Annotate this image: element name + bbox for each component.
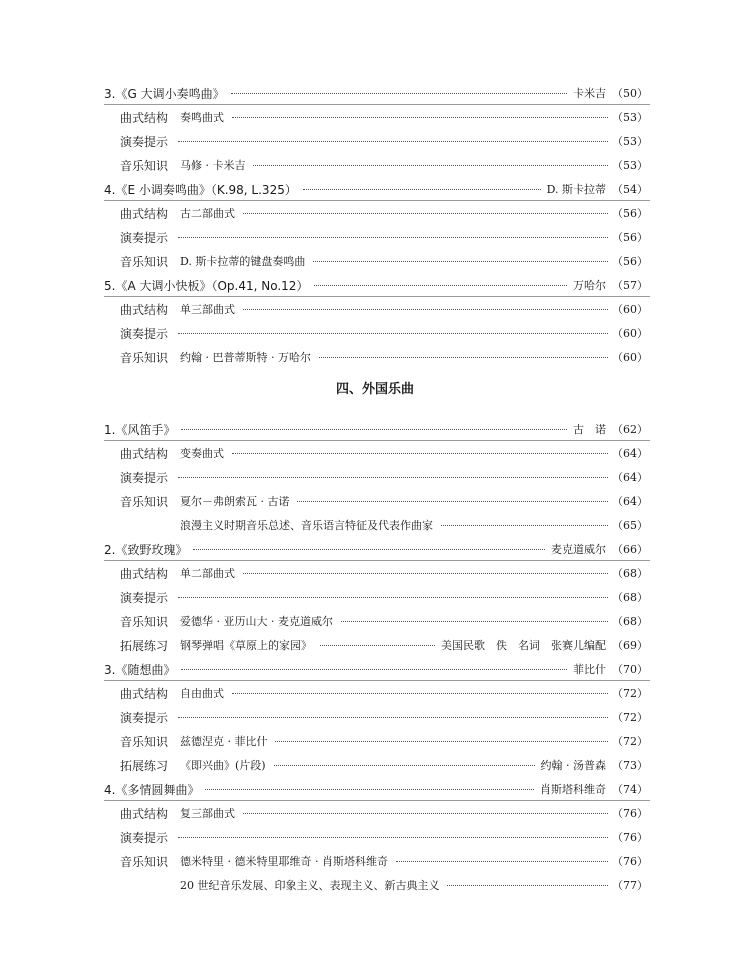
page-number: （70）	[612, 663, 648, 676]
entry-title: 2.《致野玫瑰》	[104, 543, 188, 557]
toc-subentry[interactable]	[0, 130, 750, 154]
page-number: （62）	[612, 423, 648, 436]
toc-entry[interactable]	[0, 82, 750, 106]
dot-leader	[314, 285, 567, 286]
dot-leader	[232, 693, 608, 694]
entry-category: 演奏提示	[120, 471, 169, 485]
page-number: （68）	[612, 615, 648, 628]
page-number: （72）	[612, 735, 648, 748]
page-number: （56）	[612, 207, 648, 220]
dot-leader	[441, 525, 608, 526]
page-number: （54）	[612, 183, 648, 196]
entry-description: 变奏曲式	[180, 447, 224, 460]
dot-leader	[243, 309, 608, 310]
page-number: （77）	[612, 879, 648, 892]
page-number: （76）	[612, 807, 648, 820]
toc-subentry[interactable]	[0, 346, 750, 370]
entry-divider	[104, 296, 650, 297]
dot-leader	[178, 333, 608, 334]
entry-description: 单二部曲式	[180, 567, 235, 580]
entry-category: 曲式结构	[120, 687, 169, 701]
dot-leader	[181, 429, 567, 430]
toc-entry[interactable]	[0, 274, 750, 298]
entry-title: 4.《多情圆舞曲》	[104, 783, 200, 797]
entry-category: 演奏提示	[120, 591, 169, 605]
dot-leader	[178, 597, 608, 598]
page-number: （64）	[612, 447, 648, 460]
entry-divider	[104, 104, 650, 105]
toc-subentry[interactable]	[0, 802, 750, 826]
entry-category: 演奏提示	[120, 135, 169, 149]
entry-category: 音乐知识	[120, 735, 169, 749]
toc-subentry[interactable]	[0, 514, 750, 538]
entry-description: 夏尔－弗朗索瓦 · 古诺	[180, 495, 290, 508]
entry-author: 美国民歌 佚 名词 张赛儿编配	[441, 639, 606, 652]
entry-description: 浪漫主义时期音乐总述、音乐语言特征及代表作曲家	[180, 519, 433, 532]
entry-description: 约翰 · 巴普蒂斯特 · 万哈尔	[180, 351, 311, 364]
dot-leader	[178, 237, 608, 238]
toc-entry[interactable]	[0, 778, 750, 802]
entry-category: 演奏提示	[120, 831, 169, 845]
dot-leader	[319, 357, 608, 358]
entry-divider	[104, 440, 650, 441]
entry-author: 卡米吉	[573, 87, 606, 100]
dot-leader	[274, 765, 535, 766]
dot-leader	[178, 837, 608, 838]
entry-category: 演奏提示	[120, 231, 169, 245]
page-number: （72）	[612, 687, 648, 700]
entry-description: 钢琴弹唱《草原上的家园》	[180, 639, 312, 652]
entry-title: 4.《E 小调奏鸣曲》（K.98, L.325）	[104, 183, 297, 197]
page-number: （72）	[612, 711, 648, 724]
toc-subentry[interactable]	[0, 250, 750, 274]
entry-description: 《即兴曲》(片段)	[180, 759, 266, 772]
toc-entry[interactable]	[0, 178, 750, 202]
entry-category: 曲式结构	[120, 567, 169, 581]
entry-category: 曲式结构	[120, 807, 169, 821]
dot-leader	[193, 549, 545, 550]
dot-leader	[243, 813, 608, 814]
page-number: （69）	[612, 639, 648, 652]
entry-description: 奏鸣曲式	[180, 111, 224, 124]
entry-category: 拓展练习	[120, 759, 169, 773]
entry-category: 曲式结构	[120, 447, 169, 461]
page-number: （76）	[612, 855, 648, 868]
dot-leader	[320, 645, 435, 646]
entry-title: 3.《随想曲》	[104, 663, 176, 677]
entry-category: 拓展练习	[120, 639, 169, 653]
toc-subentry[interactable]	[0, 466, 750, 490]
toc-subentry[interactable]	[0, 586, 750, 610]
dot-leader	[313, 261, 608, 262]
entry-author: 约翰 · 汤普森	[540, 759, 606, 772]
dot-leader	[231, 93, 567, 94]
dot-leader	[178, 717, 608, 718]
page-number: （60）	[612, 351, 648, 364]
dot-leader	[232, 117, 608, 118]
page-number: （53）	[612, 159, 648, 172]
page-number: （76）	[612, 831, 648, 844]
dot-leader	[178, 477, 608, 478]
page-number: （60）	[612, 303, 648, 316]
toc-subentry[interactable]	[0, 298, 750, 322]
dot-leader	[303, 189, 541, 190]
entry-category: 曲式结构	[120, 111, 169, 125]
dot-leader	[275, 741, 608, 742]
entry-category: 演奏提示	[120, 711, 169, 725]
section-title: 四、外国乐曲	[335, 382, 414, 397]
entry-description: 德米特里 · 德米特里耶维奇 · 肖斯塔科维奇	[180, 855, 388, 868]
entry-description: D. 斯卡拉蒂的键盘奏鸣曲	[180, 255, 306, 268]
entry-category: 音乐知识	[120, 255, 169, 269]
dot-leader	[341, 621, 608, 622]
toc-subentry[interactable]	[0, 682, 750, 706]
entry-description: 爱德华 · 亚历山大 · 麦克道威尔	[180, 615, 333, 628]
entry-divider	[104, 680, 650, 681]
page-number: （73）	[612, 759, 648, 772]
toc-subentry[interactable]	[0, 754, 750, 778]
dot-leader	[181, 669, 567, 670]
entry-description: 自由曲式	[180, 687, 224, 700]
entry-category: 曲式结构	[120, 303, 169, 317]
entry-description: 古二部曲式	[180, 207, 235, 220]
page-number: （66）	[612, 543, 648, 556]
entry-author: 古 诺	[573, 423, 606, 436]
entry-title: 1.《风笛手》	[104, 423, 176, 437]
entry-category: 音乐知识	[120, 351, 169, 365]
dot-leader	[396, 861, 608, 862]
page-number: （56）	[612, 255, 648, 268]
entry-author: 麦克道威尔	[551, 543, 606, 556]
page-number: （65）	[612, 519, 648, 532]
entry-author: 菲比什	[573, 663, 606, 676]
entry-category: 曲式结构	[120, 207, 169, 221]
toc-entry[interactable]	[0, 418, 750, 442]
toc-subentry[interactable]	[0, 610, 750, 634]
entry-category: 音乐知识	[120, 855, 169, 869]
entry-title: 5.《A 大调小快板》（Op.41, No.12）	[104, 279, 309, 293]
toc-subentry[interactable]	[0, 226, 750, 250]
page-number: （53）	[612, 111, 648, 124]
entry-description: 单三部曲式	[180, 303, 235, 316]
entry-category: 演奏提示	[120, 327, 169, 341]
page-number: （60）	[612, 327, 648, 340]
dot-leader	[447, 885, 608, 886]
dot-leader	[243, 213, 608, 214]
entry-author: D. 斯卡拉蒂	[546, 183, 606, 196]
dot-leader	[253, 165, 608, 166]
page-number: （64）	[612, 495, 648, 508]
dot-leader	[205, 789, 534, 790]
toc-entry[interactable]	[0, 538, 750, 562]
toc-subentry[interactable]	[0, 322, 750, 346]
page-number: （53）	[612, 135, 648, 148]
dot-leader	[243, 573, 608, 574]
dot-leader	[297, 501, 608, 502]
page-number: （68）	[612, 567, 648, 580]
entry-description: 兹德涅克 · 菲比什	[180, 735, 268, 748]
entry-author: 肖斯塔科维奇	[540, 783, 606, 796]
entry-divider	[104, 800, 650, 801]
entry-divider	[104, 560, 650, 561]
entry-title: 3.《G 大调小奏鸣曲》	[104, 87, 225, 101]
toc-subentry[interactable]	[0, 874, 750, 898]
page-number: （64）	[612, 471, 648, 484]
page-number: （50）	[612, 87, 648, 100]
entry-category: 音乐知识	[120, 615, 169, 629]
page-number: （57）	[612, 279, 648, 292]
toc-subentry[interactable]	[0, 706, 750, 730]
entry-category: 音乐知识	[120, 159, 169, 173]
entry-category: 音乐知识	[120, 495, 169, 509]
toc-subentry[interactable]	[0, 202, 750, 226]
toc-subentry[interactable]	[0, 562, 750, 586]
toc-subentry[interactable]	[0, 850, 750, 874]
toc-subentry[interactable]	[0, 826, 750, 850]
entry-author: 万哈尔	[573, 279, 606, 292]
toc-subentry[interactable]	[0, 490, 750, 514]
page-number: （74）	[612, 783, 648, 796]
entry-description: 复三部曲式	[180, 807, 235, 820]
dot-leader	[178, 141, 608, 142]
toc-subentry[interactable]	[0, 442, 750, 466]
toc-entry[interactable]	[0, 658, 750, 682]
entry-divider	[104, 200, 650, 201]
entry-description: 20 世纪音乐发展、印象主义、表现主义、新古典主义	[180, 879, 440, 892]
entry-description: 马修 · 卡米吉	[180, 159, 246, 172]
toc-subentry[interactable]	[0, 106, 750, 130]
toc-subentry[interactable]	[0, 634, 750, 658]
toc-subentry[interactable]	[0, 154, 750, 178]
toc-subentry[interactable]	[0, 730, 750, 754]
dot-leader	[232, 453, 608, 454]
page-number: （68）	[612, 591, 648, 604]
page-number: （56）	[612, 231, 648, 244]
